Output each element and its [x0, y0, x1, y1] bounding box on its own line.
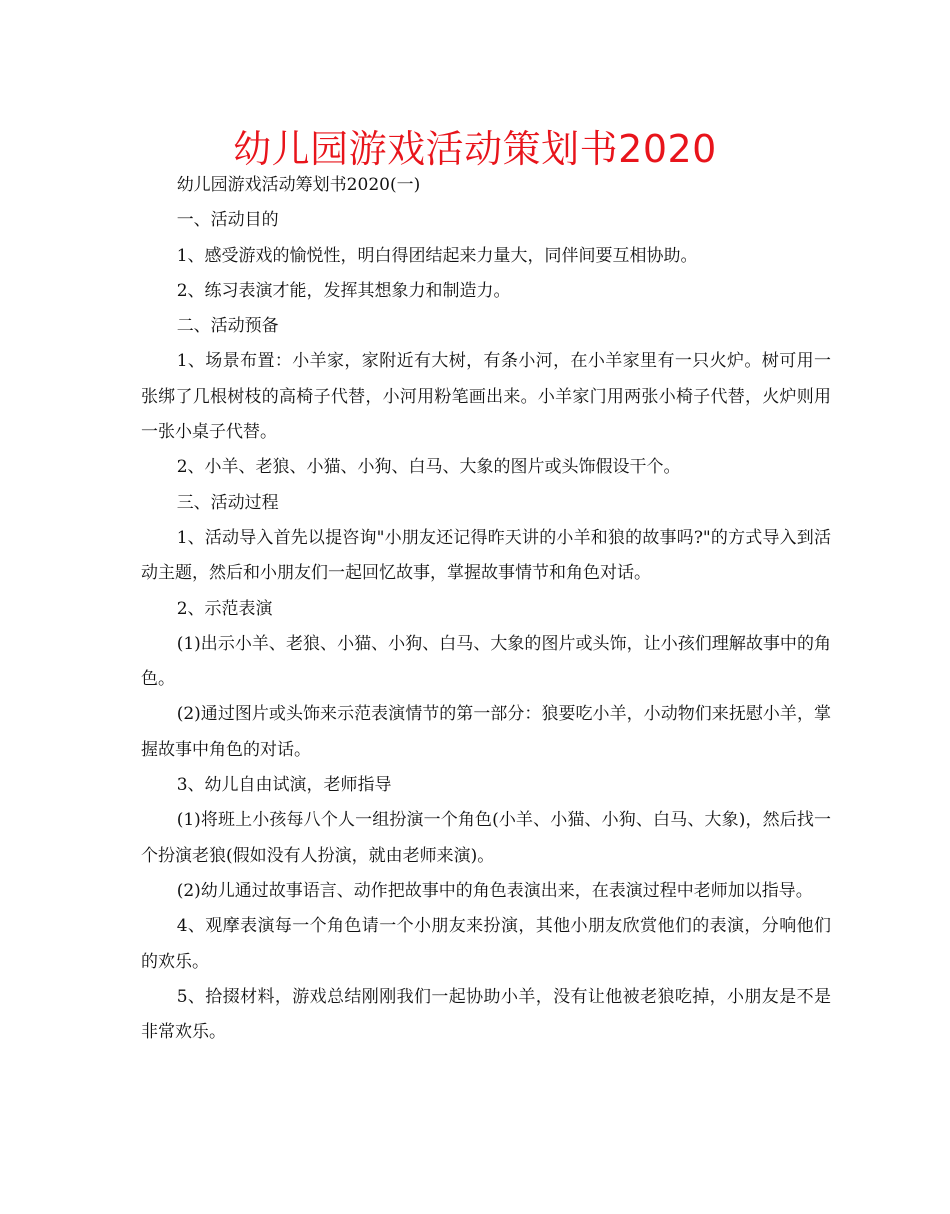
section-heading-preparation: 二、活动预备	[176, 316, 279, 337]
section-heading-process: 三、活动过程	[176, 492, 279, 513]
paragraph: 4、观摩表演每一个角色请一个小朋友来扮演，其他小朋友欣赏他们的表演，分响他们的欢乐。	[141, 916, 831, 972]
paragraph: 1、感受游戏的愉悦性，明白得团结起来力量大，同伴间要互相协助。	[176, 245, 698, 266]
paragraph: 1、活动导入首先以提咨询"小朋友还记得昨天讲的小羊和狼的故事吗?"的方式导入到活动主题，然后和小朋友们一起回忆故事，掌握故事情节和角色对话。	[141, 527, 831, 584]
paragraph: (1)将班上小孩每八个人一组扮演一个角色(小羊、小猫、小狗、白马、大象)，然后找一个扮演老狼(假如没有人扮演，就由老师来演)。	[141, 810, 831, 866]
paragraph: 2、示范表演	[176, 598, 273, 619]
section-heading-goals: 一、活动目的	[176, 210, 279, 231]
paragraph: 2、练习表演才能，发挥其想象力和制造力。	[176, 280, 511, 301]
paragraph: 3、幼儿自由试演，老师指导	[176, 775, 392, 796]
paragraph: (2)幼儿通过故事语言、动作把故事中的角色表演出来，在表演过程中老师加以指导。	[176, 880, 813, 901]
document-body	[141, 168, 831, 1050]
document-title: 幼儿园游戏活动策划书2020	[233, 127, 717, 171]
paragraph-subtitle: 幼儿园游戏活动筹划书2020(一)	[176, 175, 421, 195]
paragraph: 5、拾掇材料，游戏总结刚刚我们一起协助小羊，没有让他被老狼吃掉，小朋友是不是非常欢乐。	[141, 986, 831, 1043]
paragraph: (2)通过图片或头饰来示范表演情节的第一部分：狼要吃小羊，小动物们来抚慰小羊，掌握故事中角色的对话。	[141, 704, 831, 760]
paragraph: 1、场景布置：小羊家，家附近有大树，有条小河，在小羊家里有一只火炉。树可用一张绑了几根树枝的高椅子代替，小河用粉笔画出来。小羊家门用两张小椅子代替，火炉则用一张小桌子代替。	[141, 351, 831, 443]
paragraph: (1)出示小羊、老狼、小猫、小狗、白马、大象的图片或头饰，让小孩们理解故事中的角色。	[141, 633, 831, 690]
paragraph: 2、小羊、老狼、小猫、小狗、白马、大象的图片或头饰假设干个。	[176, 457, 681, 478]
